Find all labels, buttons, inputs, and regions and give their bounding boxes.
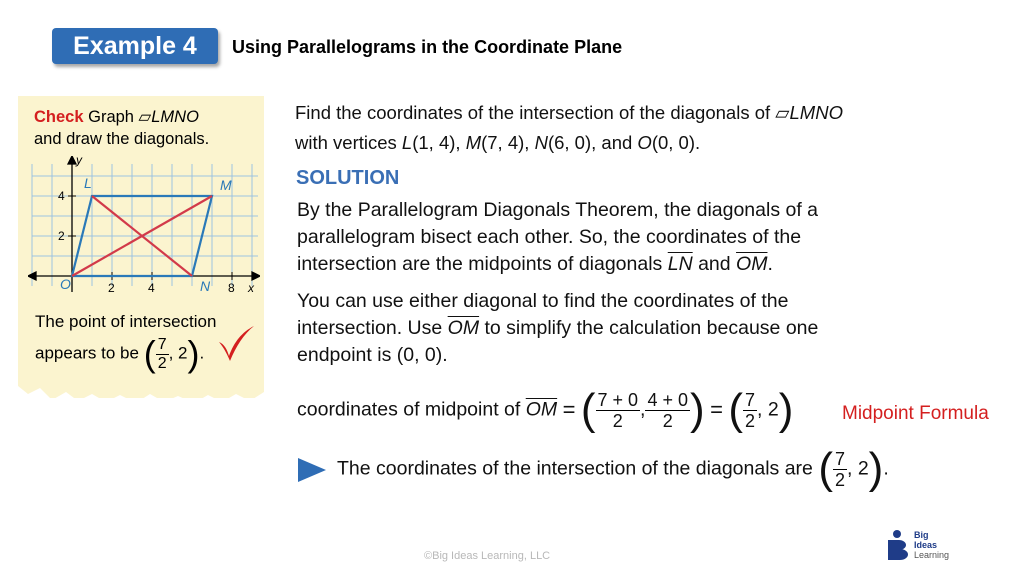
x-tick-4: 4 <box>148 281 155 295</box>
problem-vertices-segment: with vertices <box>295 132 402 153</box>
problem-vertices-segment: L <box>401 132 413 153</box>
vertex-label-l: L <box>84 175 92 191</box>
midpoint-formula-line: coordinates of midpoint of $\overline{OM}$ = ( $\frac{7 + 0}{2}$ , $\frac{4 + 0}{2}$ ) = ( $\frac{7}{2}$ , 2) <box>297 385 794 434</box>
x-axis-label: x <box>248 281 254 295</box>
problem-vertices-segment: N <box>534 132 548 153</box>
midpoint-formula-note: Midpoint Formula <box>842 403 989 424</box>
vertex-label-m: M <box>220 177 232 193</box>
vertex-label-o: O <box>60 276 71 292</box>
y-tick-4: 4 <box>58 189 65 203</box>
problem-vertices-segment: M <box>465 132 482 153</box>
logo-text-big: Big <box>914 530 929 540</box>
check-conclusion-line1: The point of intersection <box>35 312 217 331</box>
segment-om-2: $\overline{OM}$ <box>447 317 480 339</box>
problem-vertices-segment: (0, 0). <box>651 132 701 153</box>
x-axis-arrow <box>252 272 260 280</box>
check-line1-rest: Graph ▱ <box>83 108 152 126</box>
problem-vertices-line <box>295 128 843 158</box>
solution-paragraph-2: You can use either diagonal to find the coordinates of the intersection. Use $\overline{OM}$ to simplify the calculation because one endpoint is (0, 0). <box>297 290 819 366</box>
logo-text-learning: Learning <box>914 550 950 560</box>
check-word: Check <box>34 108 84 126</box>
conclusion-fraction: $\frac{7}{2}$ <box>834 448 845 490</box>
problem-vertices-segment: (6, 0), and <box>547 132 638 153</box>
problem-statement: Find the coordinates of the intersection of the diagonals of ▱LMNO with vertices L(1, 4), M(7, 4), N(6, 0), and O(0, 0). <box>295 98 843 158</box>
logo-text-ideas: Ideas <box>914 540 938 550</box>
check-instructions <box>34 106 209 150</box>
y-tick-2: 2 <box>58 229 65 243</box>
segment-om-3: $\overline{OM}$ <box>525 398 558 421</box>
check-line2: and draw the diagonals. <box>34 130 210 148</box>
coordinate-graph <box>28 156 260 296</box>
check-conclusion-line2: appears to be <box>35 343 139 363</box>
example-badge: Example 4 <box>52 28 218 64</box>
check-note <box>18 96 264 398</box>
y-axis-arrow <box>68 156 76 164</box>
segment-om: $\overline{OM}$ <box>736 253 768 275</box>
check-conclusion: The point of intersection appears to be ( $\frac{7}{2}$ , 2). <box>35 312 217 374</box>
copyright-text: ©Big Ideas Learning, LLC <box>424 550 551 562</box>
x-tick-2: 2 <box>108 281 115 295</box>
logo-mark-icon <box>884 528 910 562</box>
check-figure-name: LMNO <box>151 108 199 126</box>
play-arrow-icon <box>298 458 328 484</box>
x-tick-8: 8 <box>228 281 235 295</box>
y-axis-label: y <box>76 156 82 167</box>
segment-ln: $\overline{LN}$ <box>667 253 693 275</box>
fraction-x: $\frac{7 + 0}{2}$ <box>597 389 639 431</box>
lesson-title: Using Parallelograms in the Coordinate Plane <box>232 37 623 57</box>
problem-vertices-segment: (1, 4), <box>412 132 466 153</box>
vertex-label-n: N <box>200 278 211 294</box>
problem-vertices-segment: O <box>637 132 652 153</box>
checkmark-icon <box>216 324 256 364</box>
solution-paragraph-1: By the Parallelogram Diagonals Theorem, the diagonals of a parallelogram bisect each other. So, the coordinates of the intersection are the midpoints of diagonals $\overline{LN}$ and $\overline{OM}$. <box>297 199 819 275</box>
problem-vertices-segment: (7, 4), <box>481 132 535 153</box>
check-fraction: $\frac{7}{2}$ <box>157 335 167 372</box>
final-conclusion: The coordinates of the intersection of the diagonals are ( $\frac{7}{2}$ , 2). <box>337 444 889 493</box>
solution-heading: SOLUTION <box>296 167 400 189</box>
fraction-y: $\frac{4 + 0}{2}$ <box>647 389 689 431</box>
fraction-result: $\frac{7}{2}$ <box>745 389 756 431</box>
